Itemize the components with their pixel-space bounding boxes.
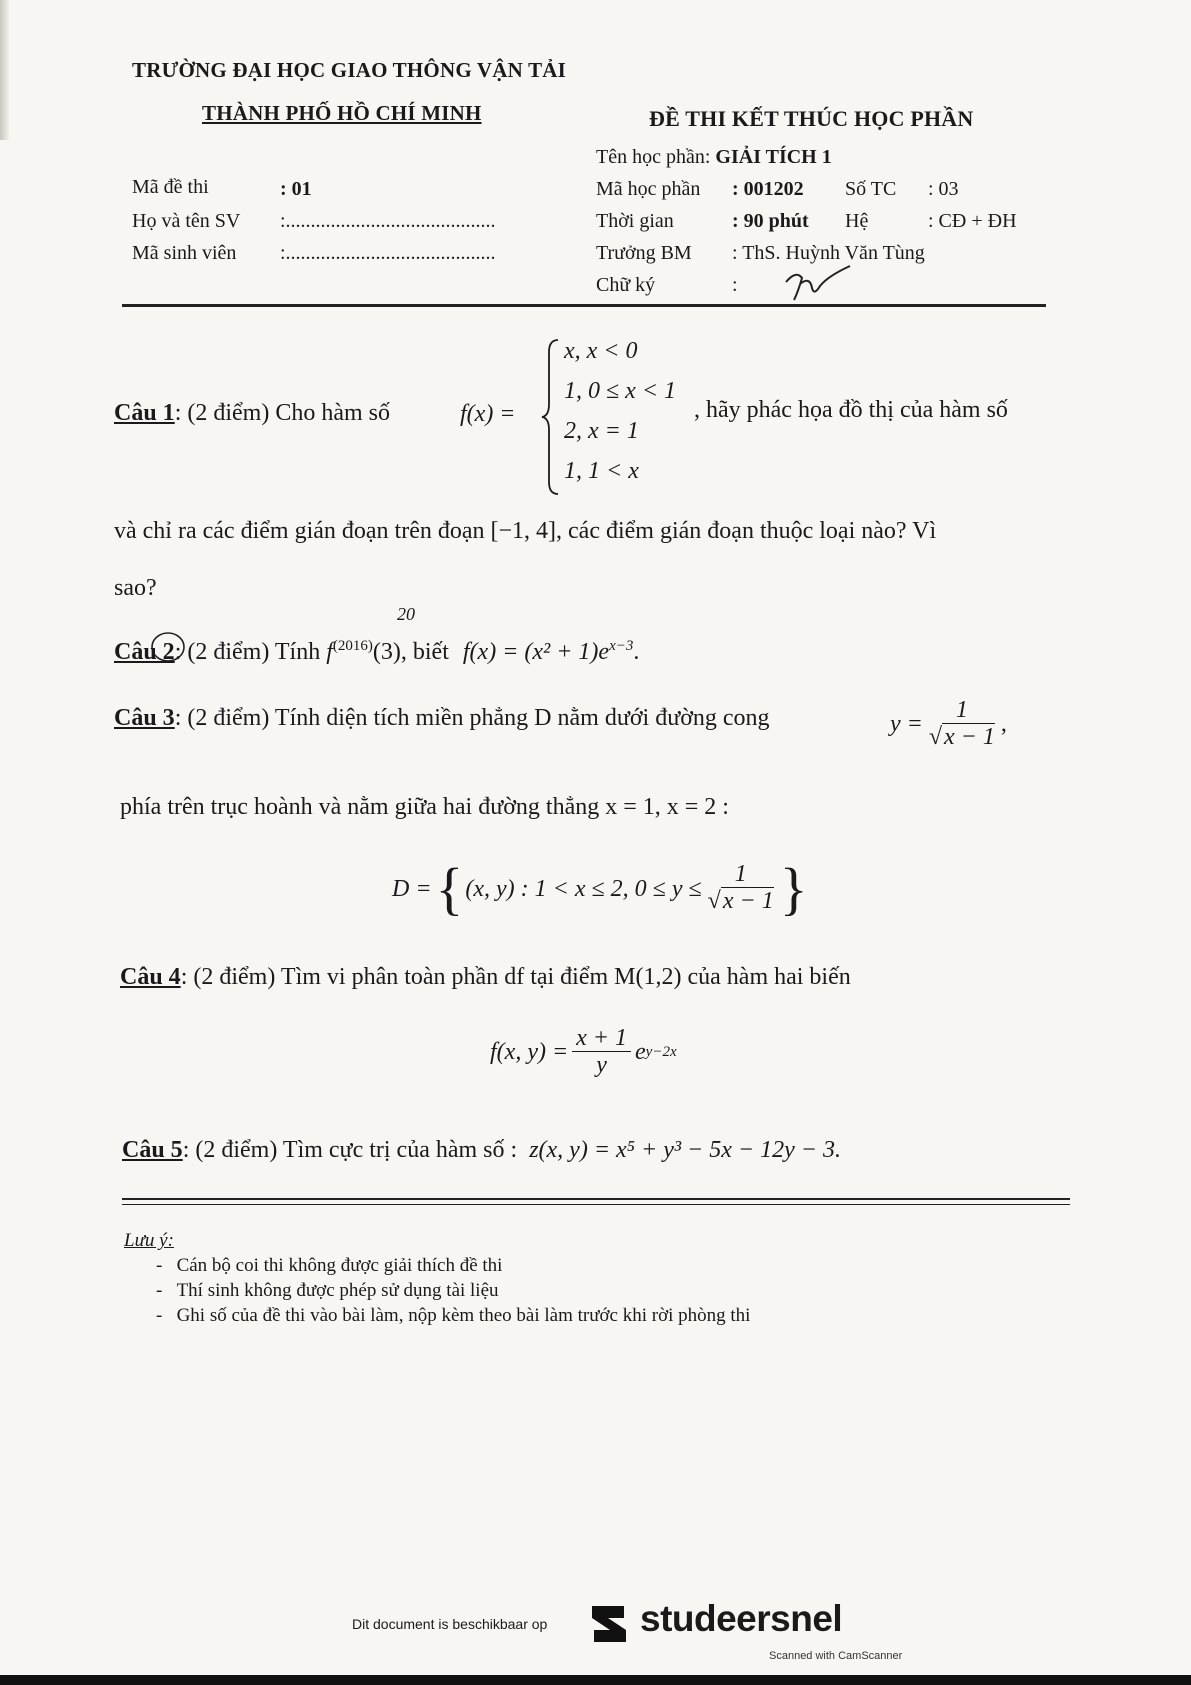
q2-formula: f(x) = (x² + 1)e: [462, 639, 610, 665]
note-text-1: Cán bộ coi thi không được giải thích đề thi: [176, 1255, 503, 1276]
school-name-line2: THÀNH PHỐ HỒ CHÍ MINH: [202, 101, 482, 125]
q1-func-lhs: f(x) =: [460, 401, 516, 427]
divider-bottom: [122, 1204, 1070, 1205]
q1-case-4: 1, 1 < x: [564, 458, 639, 484]
exam-code-label: Mã đề thi: [132, 176, 209, 198]
course-label: Tên học phần:: [596, 146, 711, 168]
q4-num: x + 1: [572, 1026, 631, 1052]
level-value: : CĐ + ĐH: [928, 210, 1017, 232]
q3-points: : (2 điểm): [174, 705, 270, 731]
q5-line: [122, 1137, 841, 1164]
student-name-field[interactable]: :..........................................: [280, 210, 496, 232]
q1-lead: Cho hàm số: [275, 400, 390, 426]
footer-available-text: Dit document is beschikbaar op: [352, 1616, 548, 1632]
q3-curve-den: √x − 1: [928, 724, 995, 751]
q3-domain: [392, 856, 808, 921]
course-code-value: : 001202: [732, 178, 804, 200]
q3-domain-lhs: D =: [392, 875, 432, 902]
q5-text: Tìm cực trị của hàm số :: [282, 1137, 518, 1163]
signature-label: Chữ ký: [596, 274, 656, 296]
q1-intro: [114, 400, 390, 427]
q3-intro: [114, 705, 770, 732]
q3-domain-num: 1: [731, 862, 751, 888]
q2-handwritten-note: 20: [397, 604, 415, 624]
q1-label: Câu 1: [114, 400, 175, 426]
q4-points: : (2 điểm): [180, 964, 276, 990]
course-row: [596, 146, 832, 169]
course-code-label: Mã học phần: [596, 178, 701, 200]
q4-fraction: [572, 1026, 631, 1080]
student-id-field[interactable]: :..........................................: [280, 242, 496, 264]
q3-brace-open: {: [435, 856, 464, 921]
scan-bottom-edge: [0, 1675, 1191, 1685]
q1-line3: sao?: [114, 575, 157, 601]
q3-domain-body: (x, y) : 1 < x ≤ 2, 0 ≤ y ≤: [465, 875, 702, 902]
q3-brace-close: }: [779, 856, 808, 921]
q2-formula-exp: x−3: [609, 638, 634, 654]
q3-line2: phía trên trục hoành và nằm giữa hai đường thẳng x = 1, x = 2 :: [120, 794, 729, 820]
q5-formula: z(x, y) = x⁵ + y³ − 5x − 12y − 3.: [529, 1137, 841, 1163]
q1-tail: , hãy phác họa đồ thị của hàm số: [694, 397, 1008, 423]
exam-title: ĐỀ THI KẾT THÚC HỌC PHẦN: [649, 106, 974, 131]
q2-label: Câu 2: [114, 639, 175, 665]
q3-curve-num: 1: [952, 698, 972, 724]
q3-curve-lhs: y =: [890, 711, 923, 738]
q3-label: Câu 3: [114, 705, 175, 731]
q1-line2: và chỉ ra các điểm gián đoạn trên đoạn [−1, 4], các điểm gián đoạn thuộc loại nào? Vì: [114, 518, 937, 544]
q3-curve-comma: ,: [1000, 711, 1007, 738]
header-rule: [122, 304, 1046, 307]
q2-f: f: [326, 639, 333, 665]
course-name: GIẢI TÍCH 1: [715, 146, 832, 168]
q4-den: y: [596, 1052, 607, 1079]
student-name-label: Họ và tên SV: [132, 210, 241, 232]
credits-label: Số TC: [845, 178, 897, 200]
q3-text: Tính diện tích miền phẳng D nằm dưới đường cong: [274, 705, 770, 731]
note-text-3: Ghi số của đề thi vào bài làm, nộp kèm theo bài làm trước khi rời phòng thi: [176, 1305, 751, 1326]
q4-exp: y−2x: [645, 1044, 677, 1060]
q4-intro: [120, 964, 851, 991]
q2-text: biết: [412, 639, 449, 665]
level-label: Hệ: [845, 210, 869, 232]
notes-title: Lưu ý:: [124, 1230, 174, 1251]
q2-points: : (2 điểm) Tính: [174, 639, 321, 665]
q1-points: : (2 điểm): [174, 400, 270, 426]
school-name-line1: TRƯỜNG ĐẠI HỌC GIAO THÔNG VẬN TẢI: [132, 58, 567, 82]
studeersnel-logo-icon: [586, 1600, 632, 1648]
duration-value: : 90 phút: [732, 210, 809, 232]
head-value: : ThS. Huỳnh Văn Tùng: [732, 242, 925, 264]
q3-curve-radicand: x − 1: [944, 724, 995, 751]
q1-case-2: 1, 0 ≤ x < 1: [564, 378, 677, 404]
q3-domain-fraction: [706, 862, 776, 916]
head-label: Trưởng BM: [596, 242, 692, 264]
q2-line: [114, 638, 639, 666]
q4-label: Câu 4: [120, 964, 181, 990]
q3-domain-radicand: x − 1: [722, 888, 774, 915]
student-id-label: Mã sinh viên: [132, 242, 237, 264]
note-item-3: - Ghi số của đề thi vào bài làm, nộp kèm theo bài làm trước khi rời phòng thi: [156, 1305, 751, 1326]
q1-left-brace: [540, 338, 562, 496]
q4-lhs: f(x, y) =: [490, 1039, 569, 1066]
q1-case-1: x, x < 0: [564, 338, 638, 364]
q5-label: Câu 5: [122, 1137, 183, 1163]
scan-edge-shadow: [0, 0, 10, 140]
signature-colon: :: [732, 274, 738, 296]
studeersnel-brand[interactable]: studeersnel: [640, 1598, 843, 1639]
q5-points: : (2 điểm): [182, 1137, 278, 1163]
q1-case-3: 2, x = 1: [564, 418, 639, 444]
q4-function: [490, 1026, 677, 1080]
signature-mark: [780, 262, 855, 307]
q2-end: .: [633, 639, 640, 665]
note-item-1: - Cán bộ coi thi không được giải thích đề thi: [156, 1255, 503, 1276]
q3-curve: [890, 698, 1007, 752]
note-text-2: Thí sinh không được phép sử dụng tài liệu: [176, 1280, 499, 1301]
exam-code-value: : 01: [280, 178, 312, 200]
q2-arg: (3),: [372, 639, 407, 665]
q4-text: Tìm vi phân toàn phần df tại điểm M(1,2) của hàm hai biến: [280, 964, 851, 990]
q4-e: e: [635, 1039, 646, 1066]
divider-top: [122, 1198, 1070, 1200]
camscanner-note: Scanned with CamScanner: [769, 1650, 903, 1662]
duration-label: Thời gian: [596, 210, 674, 232]
q3-curve-fraction: [927, 698, 997, 752]
q3-domain-den: √x − 1: [707, 888, 774, 915]
q2-order: (2016): [332, 638, 373, 654]
credits-value: : 03: [928, 178, 959, 200]
note-item-2: - Thí sinh không được phép sử dụng tài liệu: [156, 1280, 499, 1301]
